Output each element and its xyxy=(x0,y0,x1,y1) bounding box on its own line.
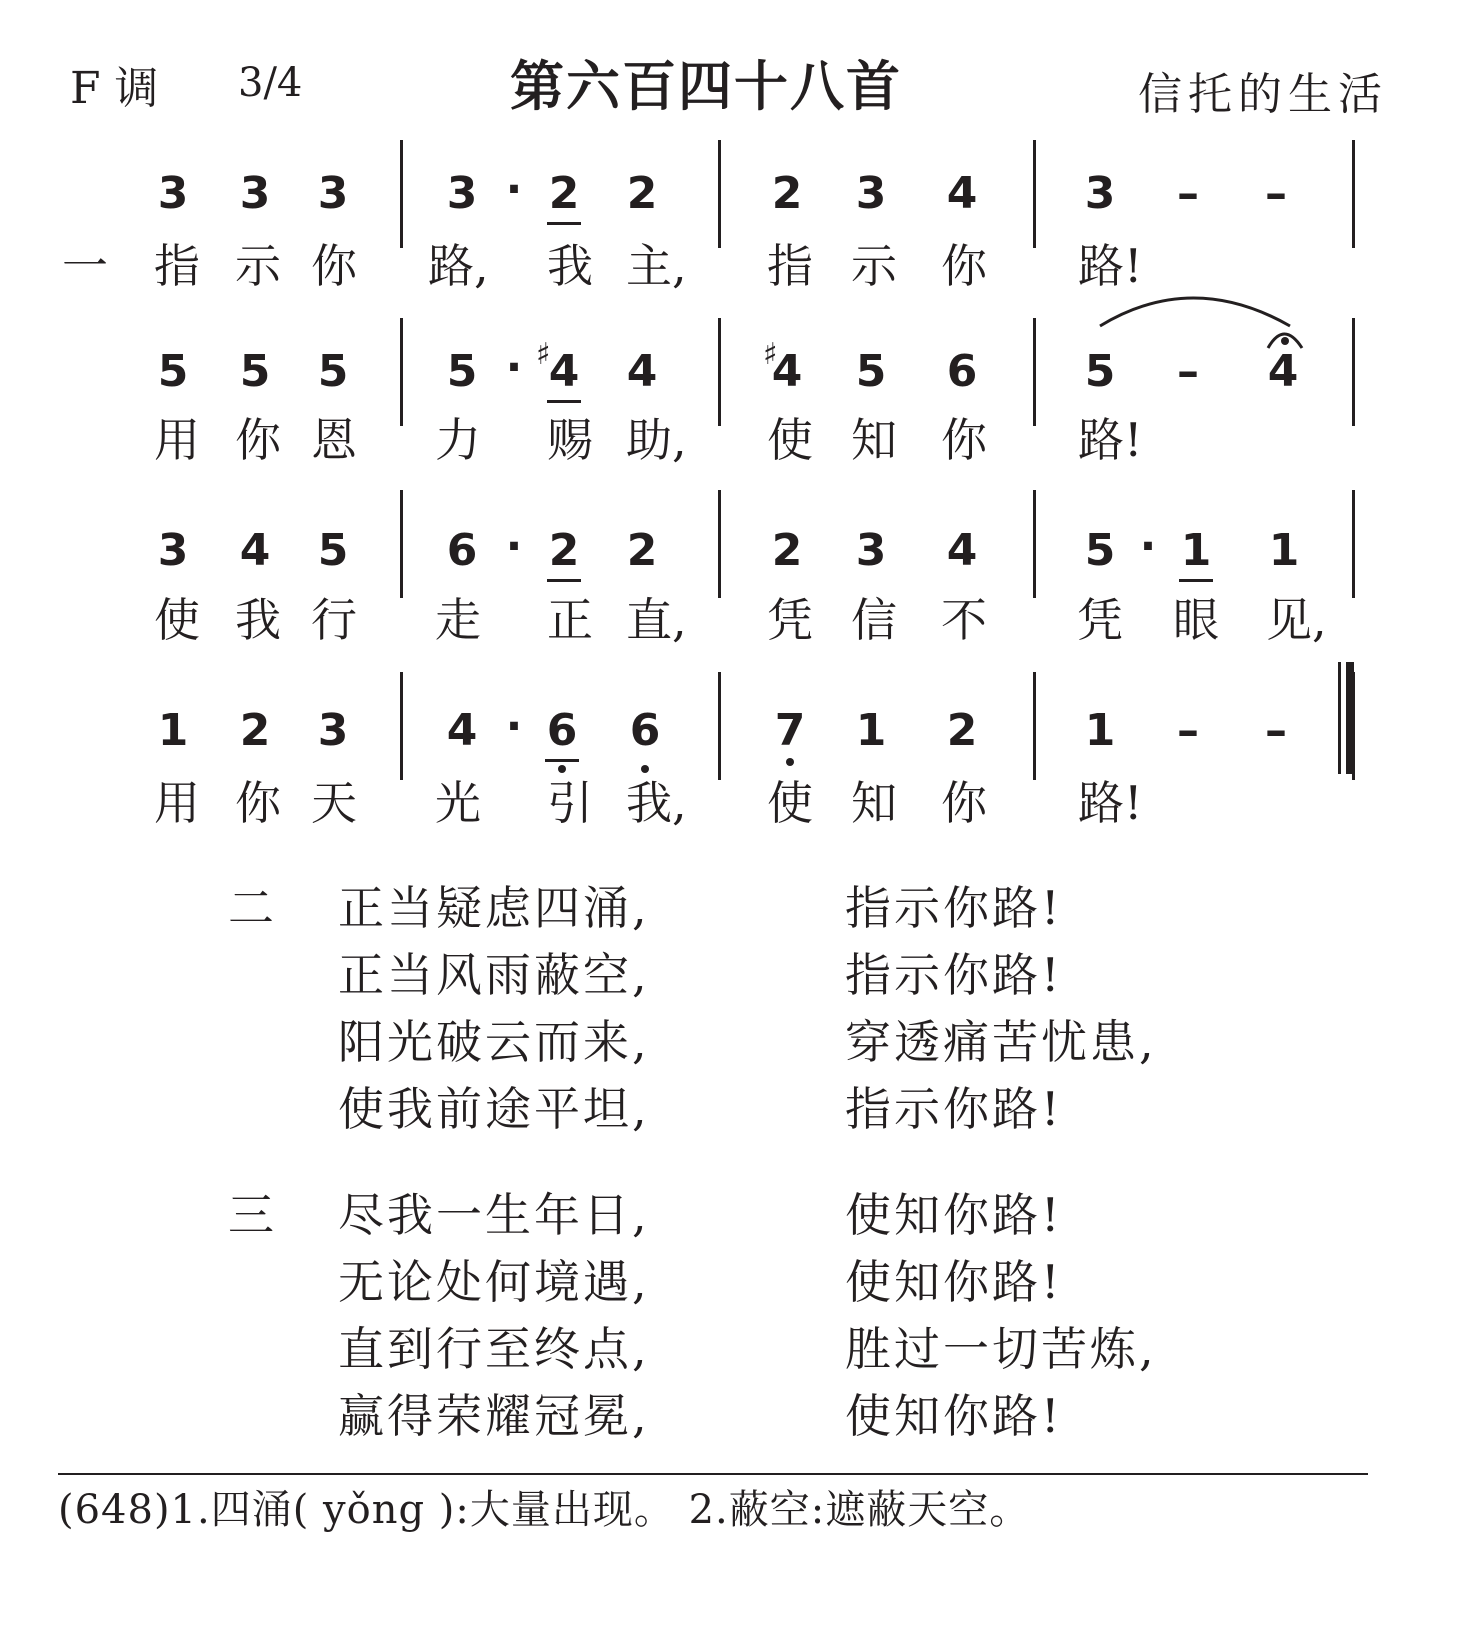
barline xyxy=(1033,672,1036,780)
note: 5 xyxy=(1084,346,1116,397)
note: 6 xyxy=(546,705,578,756)
note: – xyxy=(1265,168,1287,219)
barline xyxy=(718,490,721,598)
barline xyxy=(400,672,403,780)
lyric-syllable: 知 xyxy=(851,413,897,467)
verse-3-line-1-right: 使知你路! xyxy=(845,1188,1063,1242)
verse-2-line-3-right: 穿透痛苦忧患, xyxy=(845,1015,1157,1069)
barline xyxy=(718,140,721,248)
lyric-syllable: 光 xyxy=(435,776,481,830)
barline xyxy=(1033,490,1036,598)
note: 4 xyxy=(626,346,658,397)
verse-3-line-2-left: 无论处何境遇, xyxy=(338,1255,650,1309)
note: 2 xyxy=(626,525,658,576)
barline xyxy=(718,672,721,780)
verse-3-line-3-left: 直到行至终点, xyxy=(338,1322,650,1376)
lyric-syllable: 你 xyxy=(311,239,357,293)
note: 5 xyxy=(239,346,271,397)
final-barline-thick xyxy=(1346,662,1354,774)
augmentation-dot: · xyxy=(505,701,523,752)
tune-name: 信托的生活 xyxy=(1138,69,1388,120)
footnote-divider xyxy=(58,1473,1368,1475)
note: 7 xyxy=(774,705,806,756)
lyric-syllable: 使 xyxy=(767,776,813,830)
low-octave-dot xyxy=(786,758,794,766)
lyric-syllable: 我 xyxy=(235,593,281,647)
augmentation-dot: · xyxy=(1139,521,1157,572)
note: 3 xyxy=(855,525,887,576)
lyric-syllable: 使 xyxy=(767,413,813,467)
lyric-syllable: 指 xyxy=(154,239,200,293)
note: 1 xyxy=(1268,525,1300,576)
verse-label-2: 二 xyxy=(228,881,274,935)
note: 1 xyxy=(855,705,887,756)
eighth-underline xyxy=(545,759,579,762)
lyric-syllable: 直, xyxy=(626,593,687,647)
note: 3 xyxy=(446,168,478,219)
verse-3-line-2-right: 使知你路! xyxy=(845,1255,1063,1309)
note: 4 xyxy=(946,525,978,576)
note: – xyxy=(1177,346,1199,397)
barline xyxy=(1352,318,1355,426)
lyric-syllable: 你 xyxy=(941,776,987,830)
lyric-syllable: 路! xyxy=(1078,776,1143,830)
final-barline-thin xyxy=(1338,662,1341,774)
note: 1 xyxy=(1180,525,1212,576)
note: 1 xyxy=(1084,705,1116,756)
barline xyxy=(400,140,403,248)
note: 5 xyxy=(317,346,349,397)
note: 4 xyxy=(548,346,580,397)
footnote: (648)1.四涌( yǒng ):大量出现。 2.蔽空:遮蔽天空。 xyxy=(58,1487,1031,1533)
augmentation-dot: · xyxy=(505,164,523,215)
note: 3 xyxy=(157,168,189,219)
barline xyxy=(1352,140,1355,248)
verse-2-line-1-left: 正当疑虑四涌, xyxy=(338,881,650,935)
lyric-syllable: 示 xyxy=(851,239,897,293)
note: 5 xyxy=(1084,525,1116,576)
verse-label-1: 一 xyxy=(62,239,108,293)
lyric-syllable: 助, xyxy=(626,413,687,467)
eighth-underline xyxy=(547,400,581,403)
lyric-syllable: 凭 xyxy=(767,593,813,647)
verse-3-line-4-right: 使知你路! xyxy=(845,1389,1063,1443)
barline xyxy=(400,318,403,426)
lyric-syllable: 你 xyxy=(941,239,987,293)
note: 2 xyxy=(771,525,803,576)
lyric-syllable: 不 xyxy=(941,593,987,647)
slur xyxy=(1100,298,1290,326)
verse-2-line-2-right: 指示你路! xyxy=(845,948,1063,1002)
lyric-syllable: 示 xyxy=(235,239,281,293)
lyric-syllable: 你 xyxy=(235,776,281,830)
lyric-syllable: 力 xyxy=(435,413,481,467)
verse-label-3: 三 xyxy=(228,1188,274,1242)
note: 2 xyxy=(548,168,580,219)
lyric-syllable: 天 xyxy=(311,776,357,830)
fermata-dot xyxy=(1281,337,1289,345)
key-signature: F 调 xyxy=(70,63,159,114)
lyric-syllable: 路! xyxy=(1078,413,1143,467)
lyric-syllable: 路, xyxy=(428,239,489,293)
note: 4 xyxy=(771,346,803,397)
note: 3 xyxy=(317,168,349,219)
eighth-underline xyxy=(547,222,581,225)
eighth-underline xyxy=(1179,579,1213,582)
lyric-syllable: 行 xyxy=(311,593,357,647)
lyric-syllable: 信 xyxy=(851,593,897,647)
lyric-syllable: 你 xyxy=(941,413,987,467)
note: 6 xyxy=(629,705,661,756)
lyric-syllable: 用 xyxy=(154,776,200,830)
lyric-syllable: 我 xyxy=(547,239,593,293)
lyric-syllable: 见, xyxy=(1266,593,1327,647)
lyric-syllable: 主, xyxy=(626,239,687,293)
barline xyxy=(1033,140,1036,248)
lyric-syllable: 用 xyxy=(154,413,200,467)
verse-2-line-1-right: 指示你路! xyxy=(845,881,1063,935)
note: 3 xyxy=(239,168,271,219)
note: 2 xyxy=(239,705,271,756)
sharp-sign: ♯ xyxy=(763,337,778,372)
lyric-syllable: 知 xyxy=(851,776,897,830)
note: 4 xyxy=(946,168,978,219)
note: – xyxy=(1177,168,1199,219)
lyric-syllable: 引 xyxy=(547,776,593,830)
lyric-syllable: 赐 xyxy=(547,413,593,467)
verse-2-line-4-right: 指示你路! xyxy=(845,1082,1063,1136)
verse-2-line-2-left: 正当风雨蔽空, xyxy=(338,948,650,1002)
lyric-syllable: 我, xyxy=(626,776,687,830)
hymn-title: 第六百四十八首 xyxy=(510,55,902,118)
note: 2 xyxy=(771,168,803,219)
barline xyxy=(1033,318,1036,426)
note: 6 xyxy=(446,525,478,576)
note: 5 xyxy=(157,346,189,397)
barline xyxy=(1352,490,1355,598)
note: – xyxy=(1265,705,1287,756)
verse-3-line-1-left: 尽我一生年日, xyxy=(338,1188,650,1242)
note: – xyxy=(1177,705,1199,756)
lyric-syllable: 走 xyxy=(435,593,481,647)
note: 5 xyxy=(317,525,349,576)
verse-3-line-3-right: 胜过一切苦炼, xyxy=(845,1322,1157,1376)
note: 5 xyxy=(855,346,887,397)
time-signature: 3/4 xyxy=(238,60,303,106)
lyric-syllable: 恩 xyxy=(311,413,357,467)
eighth-underline xyxy=(547,579,581,582)
verse-2-line-3-left: 阳光破云而来, xyxy=(338,1015,650,1069)
note: 3 xyxy=(317,705,349,756)
low-octave-dot xyxy=(558,765,566,773)
barline xyxy=(400,490,403,598)
low-octave-dot xyxy=(641,765,649,773)
verse-3-line-4-left: 赢得荣耀冠冕, xyxy=(338,1389,650,1443)
note: 3 xyxy=(1084,168,1116,219)
barline xyxy=(718,318,721,426)
note: 3 xyxy=(157,525,189,576)
note: 1 xyxy=(157,705,189,756)
lyric-syllable: 眼 xyxy=(1173,593,1219,647)
lyric-syllable: 正 xyxy=(547,593,593,647)
note: 6 xyxy=(946,346,978,397)
sharp-sign: ♯ xyxy=(536,337,551,372)
augmentation-dot: · xyxy=(505,342,523,393)
verse-2-line-4-left: 使我前途平坦, xyxy=(338,1082,650,1136)
note: 2 xyxy=(626,168,658,219)
augmentation-dot: · xyxy=(505,521,523,572)
lyric-syllable: 路! xyxy=(1078,239,1143,293)
lyric-syllable: 凭 xyxy=(1077,593,1123,647)
lyric-syllable: 你 xyxy=(235,413,281,467)
note: 2 xyxy=(548,525,580,576)
note: 3 xyxy=(855,168,887,219)
note: 4 xyxy=(446,705,478,756)
lyric-syllable: 指 xyxy=(767,239,813,293)
note: 4 xyxy=(1267,346,1299,397)
note: 5 xyxy=(446,346,478,397)
note: 2 xyxy=(946,705,978,756)
note: 4 xyxy=(239,525,271,576)
lyric-syllable: 使 xyxy=(154,593,200,647)
